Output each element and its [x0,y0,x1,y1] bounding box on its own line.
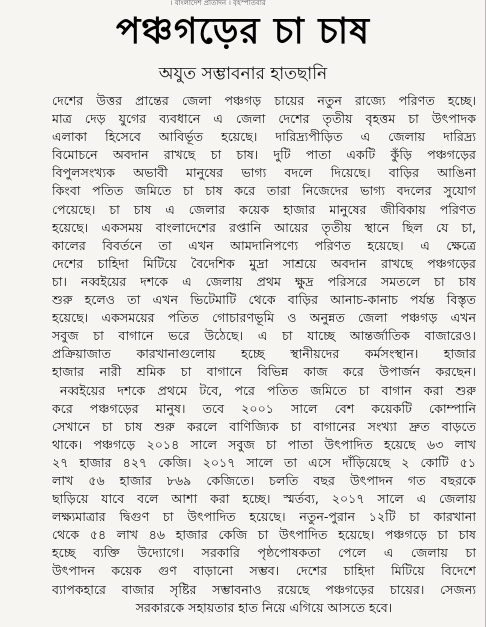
article-line: সেখানে চা চাষ শুরু করলে বাণিজ্যিক চা বাগানের সংখ্যা দ্রুত বাড়তে [52,418,476,434]
article-line: বিমোচনে অবদান রাখছে চা চাষ। দুটি পাতা একটি কুঁড়ি পঞ্চগড়ের [52,147,476,163]
article-line: পেয়েছে। চা চাষ এ জেলার কয়েক হাজার মানুষের জীবিকায় পরিণত [52,201,476,217]
article-line: বিপুলসংখ্যক অভাবী মানুষের ভাগ্য বদলে দিয়েছে। বাড়ির আঙিনা [52,165,476,181]
article-line: সরকারকে সহায়তার হাত নিয়ে এগিয়ে আসতে হবে। [135,599,393,615]
article-line: লাখ ৫৬ হাজার ৮৬৯ কেজিতে। চলতি বছর উৎপাদন গত বছরকে [52,472,476,488]
article-line: নব্বইয়ের দশকে প্রথমে টবে, পরে পতিত জমিতে চা বাগান করা শুরু [60,382,476,398]
article-line: উৎপাদন কয়েক গুণ বাড়ানো সম্ভব। দেশের চাহিদা মিটিয়ে বিদেশে [52,563,476,579]
article-line: কিংবা পতিত জমিতে চা চাষ করে তারা নিজেদের ভাগ্য বদলের সুযোগ [52,183,476,199]
article-line: হচ্ছে ব্যক্তি উদ্যোগে। সরকারি পৃষ্ঠপোষকতা পেলে এ জেলায় চা [52,545,476,561]
article-line: এলাকা হিসেবে আবির্ভূত হয়েছে। দারিদ্র্যপীড়িত এ জেলায় দারিদ্র্য [52,129,476,145]
article-line: ব্যাপকহারে বাজার সৃষ্টির সম্ভাবনাও রয়েছে পঞ্চগড়ের চায়ের। সেজন্য [52,581,476,597]
subheadline: অযুত সম্ভাবনার হাতছানি [158,64,328,84]
headline: পঞ্চগড়ের চা চাষ [115,11,371,52]
article-line: হাজার নারী শ্রমিক চা বাগানে বিভিন্ন কাজ করে উপার্জন করছেন। [52,364,476,380]
article-line: ছাড়িয়ে যাবে বলে আশা করা হচ্ছে। স্মর্তব্য, ২০১৭ সালে এ জেলায় [52,491,476,507]
article-line: দেশের উত্তর প্রান্তের জেলা পঞ্চগড় চায়ের নতুন রাজ্যে পরিণত হচ্ছে। [52,93,476,108]
article-line: চা। নব্বইয়ের দশকে এ জেলায় প্রথম ক্ষুদ্র পরিসরে সমতলে চা চাষ [52,273,476,289]
article-line: প্রক্রিয়াজাত কারখানাগুলোয় হচ্ছে স্থানীয়দের কর্মসংস্থান। হাজার [52,346,476,362]
masthead-strip: । বাংলাদেশ প্রতিদিন । বৃহস্পতিবার [170,0,266,6]
article-line: মাত্র দেড় যুগের ব্যবধানে এ জেলা দেশের তৃতীয় বৃহত্তম চা উৎপাদক [52,111,476,127]
article-line: কালের বিবর্তনে তা এখন আমদানিপণ্যে পরিণত হয়েছে। এ ক্ষেত্রে [52,237,476,253]
article-line: ২৭ হাজার ৪২৭ কেজি। ২০১৭ সালে তা এসে দাঁড়িয়েছে ২ কোটি ৫১ [52,454,476,470]
article-line: হয়েছে। একসময়ের পতিত গোচারণভূমি ও অনুন্নত জেলা পঞ্চগড় এখন [52,310,476,326]
article-line: থাকে। পঞ্চগড়ে ২০১৪ সালে সবুজ চা পাতা উৎপাদিত হয়েছে ৬৩ লাখ [52,436,476,452]
article-line: করে পঞ্চগড়ের মানুষ। তবে ২০০১ সালে বেশ কয়েকটি কোম্পানি [52,400,476,416]
article-line: সবুজ চা বাগানে ভরে উঠেছে। এ চা যাচ্ছে আন্তর্জাতিক বাজারেও। [52,328,476,344]
article-body [52,92,476,622]
article-line: থেকে ৫৪ লাখ ৪৬ হাজার কেজি চা উৎপাদিত হয়েছে। পঞ্চগড়ে চা চাষ [52,527,476,543]
article-line: শুরু হলেও তা এখন ভিটেমাটি থেকে বাড়ির আনাচ-কানাচ পর্যন্ত বিস্তৃত [52,292,476,308]
article-line: লক্ষ্যমাত্রার দ্বিগুণ চা উৎপাদিত হয়েছে। নতুন-পুরান ১২টি চা কারখানা [52,509,476,525]
article-line: হয়েছে। একসময় বাংলাদেশের রপ্তানি আয়ের তৃতীয় স্থানে ছিল যে চা, [52,219,476,235]
article-line: দেশের চাহিদা মিটিয়ে বৈদেশিক মুদ্রা সাশ্রয়ে অবদান রাখছে পঞ্চগড়ের [52,255,476,271]
